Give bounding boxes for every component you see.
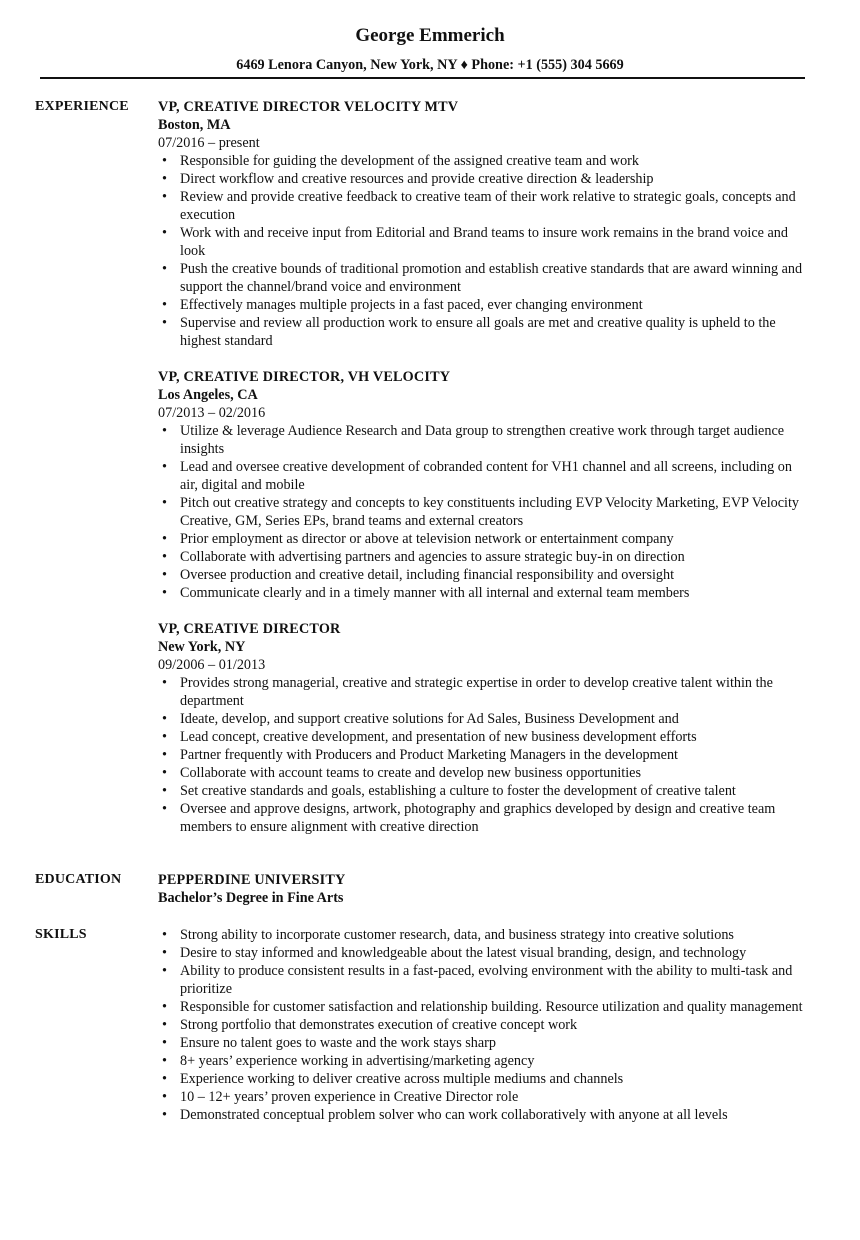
job-dates: 07/2013 – 02/2016 xyxy=(158,405,266,421)
job-bullet: • Oversee and approve designs, artwork, photography and graphics developed by design and creative team members to ensure alignment with creative direction xyxy=(158,800,808,836)
degree-name: Bachelor’s Degree in Fine Arts xyxy=(158,890,344,906)
skill-item: • Responsible for customer satisfaction and relationship building. Resource utilization and quality management xyxy=(158,998,808,1016)
job-location: Boston, MA xyxy=(158,117,231,133)
skill-item: • Demonstrated conceptual problem solver who can work collaboratively with anyone at all levels xyxy=(158,1106,808,1124)
skill-item: • Experience working to deliver creative across multiple mediums and channels xyxy=(158,1070,808,1088)
skill-item: • Desire to stay informed and knowledgeable about the latest visual branding, design, and technology xyxy=(158,944,808,962)
job-bullet: • Prior employment as director or above at television network or entertainment company xyxy=(158,530,808,548)
skill-item: • 8+ years’ experience working in advertising/marketing agency xyxy=(158,1052,808,1070)
job-bullet: • Effectively manages multiple projects in a fast paced, ever changing environment xyxy=(158,296,808,314)
header-divider xyxy=(40,77,805,79)
resume-header xyxy=(0,0,860,74)
job-bullet: • Review and provide creative feedback to creative team of their work relative to strategic goals, concepts and execution xyxy=(158,188,808,224)
education-entry xyxy=(158,871,808,907)
job-location: New York, NY xyxy=(158,639,246,655)
job-bullet: • Pitch out creative strategy and concepts to key constituents including EVP Velocity Marketing, EVP Velocity Creative, GM, Series EPs, brand teams and external creators xyxy=(158,494,808,530)
job-entry xyxy=(158,368,808,602)
job-location: Los Angeles, CA xyxy=(158,387,258,403)
job-bullet: • Provides strong managerial, creative and strategic expertise in order to develop creative talent within the department xyxy=(158,674,808,710)
job-dates: 07/2016 – present xyxy=(158,135,260,151)
job-bullet: • Collaborate with advertising partners and agencies to assure strategic buy-in on direction xyxy=(158,548,808,566)
job-bullet: • Lead and oversee creative development of cobranded content for VH1 channel and all screens, including on air, digital and mobile xyxy=(158,458,808,494)
job-bullet: • Push the creative bounds of traditional promotion and establish creative standards that are award winning and support the channel/brand voice and environment xyxy=(158,260,808,296)
job-bullet: • Collaborate with account teams to create and develop new business opportunities xyxy=(158,764,808,782)
job-bullet: • Lead concept, creative development, and presentation of new business development efforts xyxy=(158,728,808,746)
job-bullet: • Supervise and review all production work to ensure all goals are met and creative quality is upheld to the highest standard xyxy=(158,314,808,350)
job-bullets xyxy=(158,152,808,350)
skills-list xyxy=(158,926,808,1124)
education-heading: EDUCATION xyxy=(35,872,122,887)
contact-line: 6469 Lenora Canyon, New York, NY ♦ Phone: +1 (555) 304 5669 xyxy=(236,57,624,73)
job-bullet: • Communicate clearly and in a timely manner with all internal and external team members xyxy=(158,584,808,602)
job-bullets xyxy=(158,422,808,602)
skill-bullets xyxy=(158,926,808,1124)
skill-item: • Ability to produce consistent results in a fast-paced, evolving environment with the ability to multi-task and prioritize xyxy=(158,962,808,998)
skill-item: • Strong portfolio that demonstrates execution of creative concept work xyxy=(158,1016,808,1034)
experience-list xyxy=(158,98,808,854)
job-bullet: • Oversee production and creative detail, including financial responsibility and oversight xyxy=(158,566,808,584)
job-bullet: • Utilize & leverage Audience Research and Data group to strengthen creative work through target audience insights xyxy=(158,422,808,458)
skill-item: • 10 – 12+ years’ proven experience in Creative Director role xyxy=(158,1088,808,1106)
job-dates: 09/2006 – 01/2013 xyxy=(158,657,266,673)
job-entry xyxy=(158,98,808,350)
job-bullet: • Partner frequently with Producers and Product Marketing Managers in the development xyxy=(158,746,808,764)
job-bullet: • Responsible for guiding the development of the assigned creative team and work xyxy=(158,152,808,170)
job-title: VP, CREATIVE DIRECTOR, VH VELOCITY xyxy=(158,369,451,385)
job-bullet: • Set creative standards and goals, establishing a culture to foster the development of creative talent xyxy=(158,782,808,800)
job-title: VP, CREATIVE DIRECTOR xyxy=(158,621,341,637)
skill-item: • Strong ability to incorporate customer research, data, and business strategy into creative solutions xyxy=(158,926,808,944)
candidate-name: George Emmerich xyxy=(355,25,505,46)
job-entry xyxy=(158,620,808,836)
skill-item: • Ensure no talent goes to waste and the work stays sharp xyxy=(158,1034,808,1052)
job-bullet: • Ideate, develop, and support creative solutions for Ad Sales, Business Development and xyxy=(158,710,808,728)
job-bullets xyxy=(158,674,808,836)
job-title: VP, CREATIVE DIRECTOR VELOCITY MTV xyxy=(158,99,459,115)
experience-heading: EXPERIENCE xyxy=(35,99,129,114)
job-bullet: • Direct workflow and creative resources and provide creative direction & leadership xyxy=(158,170,808,188)
job-bullet: • Work with and receive input from Editorial and Brand teams to insure work remains in the brand voice and look xyxy=(158,224,808,260)
skills-heading: SKILLS xyxy=(35,927,87,942)
school-name: PEPPERDINE UNIVERSITY xyxy=(158,872,346,888)
